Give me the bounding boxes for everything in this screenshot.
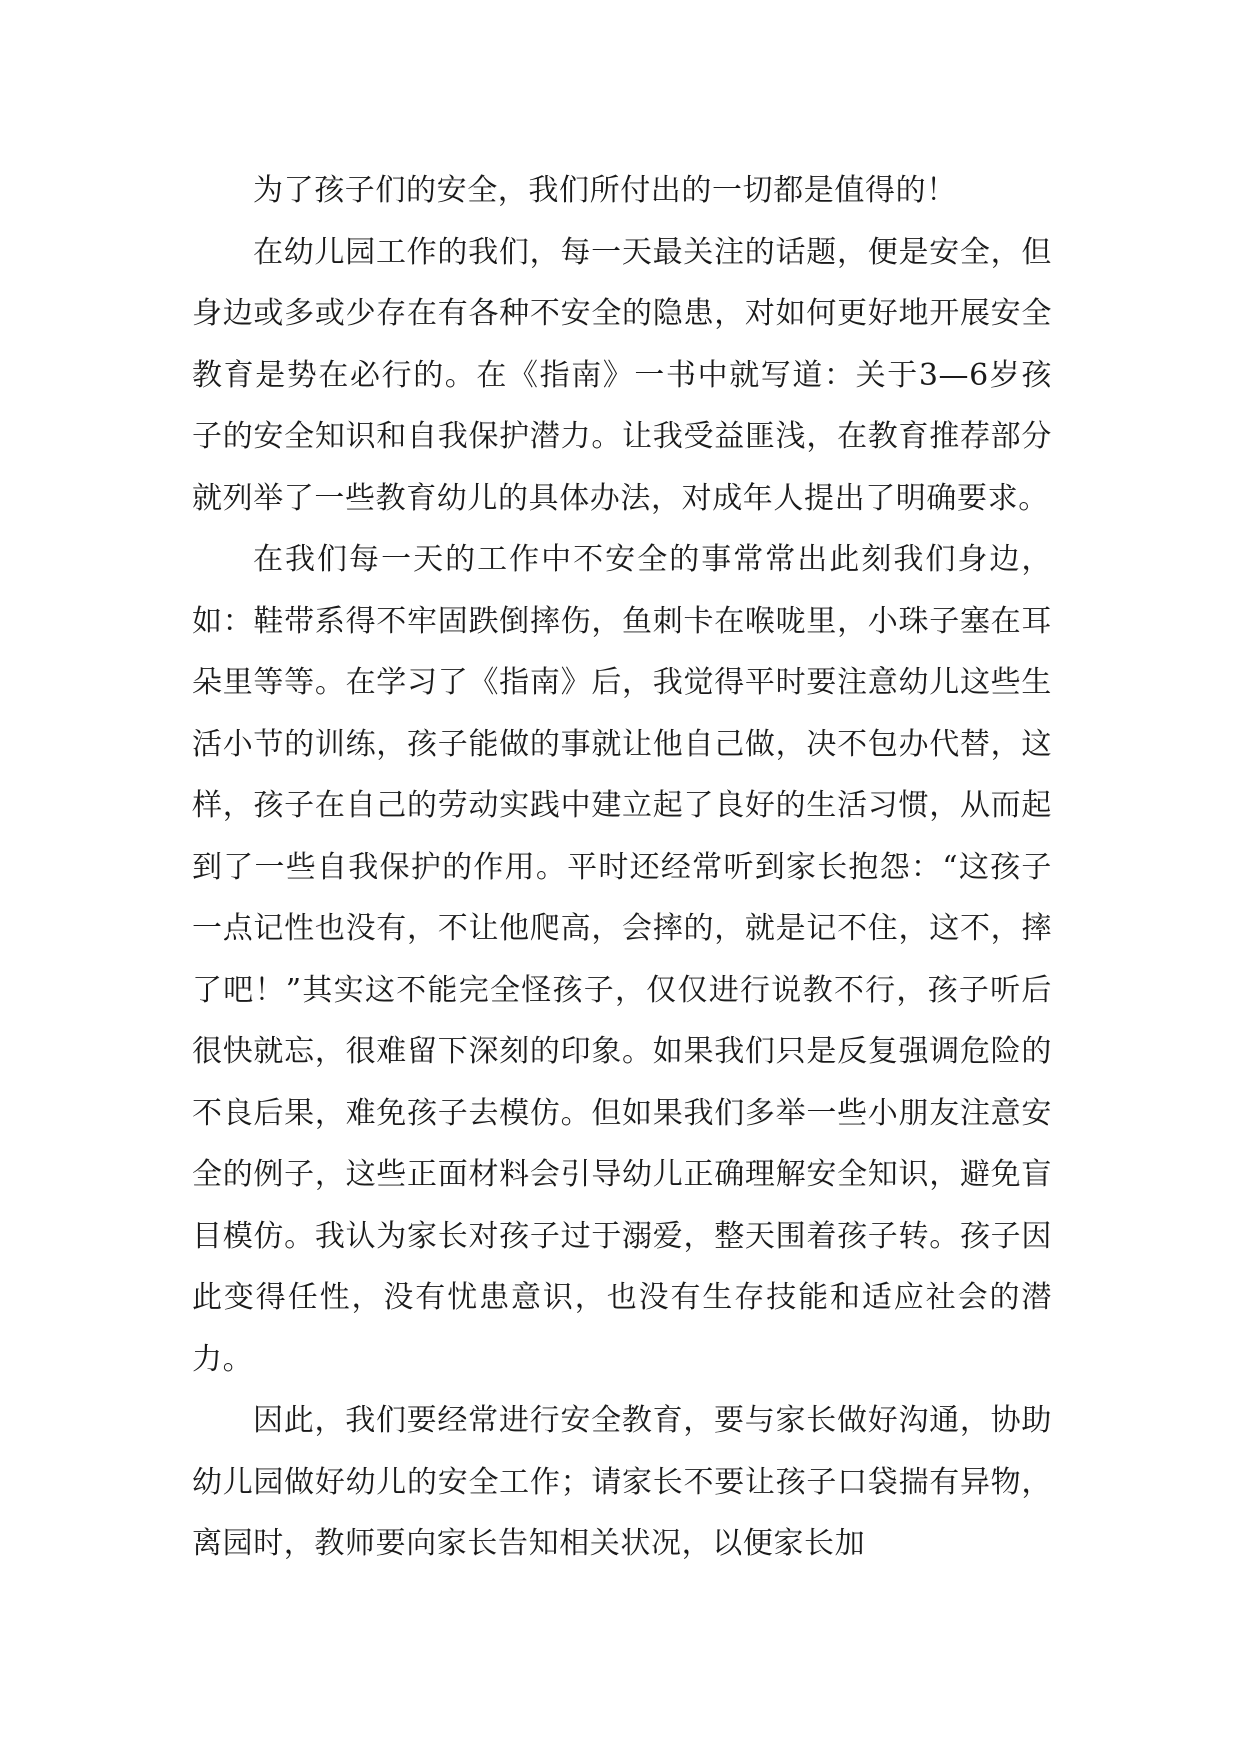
document-body: [192, 160, 1052, 1575]
paragraph-intro: 为了孩子们的安全，我们所付出的一切都是值得的！: [253, 173, 957, 208]
paragraph-daily-hazards: 在我们每一天的工作中不安全的事常常出此刻我们身边，如：鞋带系得不牢固跌倒摔伤，鱼刺卡在喉咙里，小珠子塞在耳朵里等等。在学习了《指南》后，我觉得平时要注意幼儿这些生活小节的训练，孩子能做的事就让他自己做，决不包办代替，这样，孩子在自己的劳动实践中建立起了良好的生活习惯，从而起到了一些自我保护的作用。平时还经常听到家长抱怨：“这孩子一点记性也没有，不让他爬高，会摔的，就是记不住，这不，摔了吧！”其实这不能完全怪孩子，仅仅进行说教不行，孩子听后很快就忘，很难留下深刻的印象。如果我们只是反复强调危险的不良后果，难免孩子去模仿。但如果我们多举一些小朋友注意安全的例子，这些正面材料会引导幼儿正确理解安全知识，避免盲目模仿。我认为家长对孩子过于溺爱，整天围着孩子转。孩子因此变得任性，没有忧患意识，也没有生存技能和适应社会的潜力。: [192, 542, 1052, 1377]
paragraph-safety-focus: 在幼儿园工作的我们，每一天最关注的话题，便是安全，但身边或多或少存在有各种不安全的隐患，对如何更好地开展安全教育是势在必行的。在《指南》一书中就写道：关于3—6岁孩子的安全知识和自我保护潜力。让我受益匪浅，在教育推荐部分就列举了一些教育幼儿的具体办法，对成年人提出了明确要求。: [192, 234, 1052, 516]
paragraph-conclusion: 因此，我们要经常进行安全教育，要与家长做好沟通，协助幼儿园做好幼儿的安全工作；请家长不要让孩子口袋揣有异物，离园时，教师要向家长告知相关状况，以便家长加: [192, 1403, 1052, 1561]
